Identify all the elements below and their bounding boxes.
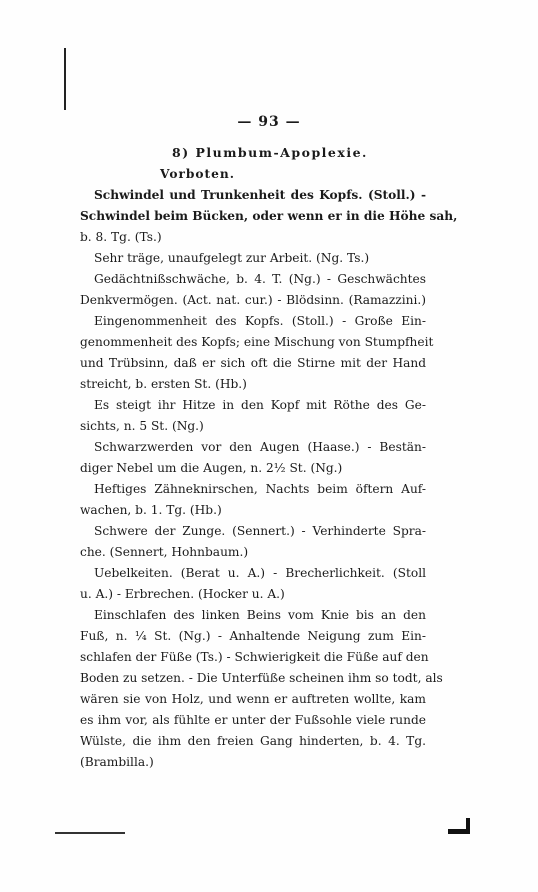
text-line: Einschlafen des linken Beins vom Knie bis an den	[94, 608, 426, 622]
text-line: Schwere der Zunge. (Sennert.) - Verhinderte Spra-	[94, 524, 426, 538]
text-line: Wülste, die ihm den freien Gang hinderten, b. 4. Tg.	[80, 734, 426, 748]
text-line: sichts, n. 5 St. (Ng.)	[80, 419, 204, 433]
section-heading: 8) Plumbum-Apoplexie.	[172, 145, 368, 160]
text-line: b. 8. Tg. (Ts.)	[80, 230, 162, 244]
text-line: Gedächtnißschwäche, b. 4. T. (Ng.) - Geschwächtes	[94, 272, 426, 286]
text-line: Eingenommenheit des Kopfs. (Stoll.) - Große Ein-	[94, 314, 426, 328]
margin-rule	[64, 48, 66, 110]
corner-mark	[448, 818, 470, 834]
text-line: Es steigt ihr Hitze in den Kopf mit Röthe des Ge-	[94, 398, 426, 412]
text-line: Schwindel beim Bücken, oder wenn er in die Höhe sah,	[80, 209, 458, 223]
text-line: Boden zu setzen. - Die Unterfüße scheinen ihm so todt, als	[80, 671, 443, 685]
subheading: Vorboten.	[160, 167, 236, 181]
text-line: Uebelkeiten. (Berat u. A.) - Brecherlichkeit. (Stoll	[94, 566, 426, 580]
text-line: schlafen der Füße (Ts.) - Schwierigkeit die Füße auf den	[80, 650, 429, 664]
page-number: — 93 —	[237, 114, 301, 130]
text-line: Sehr träge, unaufgelegt zur Arbeit. (Ng. Ts.)	[94, 251, 370, 265]
text-line: (Brambilla.)	[80, 755, 154, 769]
text-line: es ihm vor, als fühlte er unter der Fußsohle viele runde	[80, 713, 426, 727]
text-line: genommenheit des Kopfs; eine Mischung von Stumpfheit	[80, 335, 434, 349]
text-line: wären sie von Holz, und wenn er auftreten wollte, kam	[80, 692, 426, 706]
text-line: und Trübsinn, daß er sich oft die Stirne mit der Hand	[80, 356, 426, 370]
text-line: u. A.) - Erbrechen. (Hocker u. A.)	[80, 587, 285, 601]
text-line: wachen, b. 1. Tg. (Hb.)	[80, 503, 222, 517]
text-line: Denkvermögen. (Act. nat. cur.) - Blödsinn. (Ramazzini.)	[80, 293, 426, 307]
bottom-rule	[55, 832, 125, 834]
text-line: streicht, b. ersten St. (Hb.)	[80, 377, 247, 391]
text-line: Schwindel und Trunkenheit des Kopfs. (Stoll.) -	[94, 188, 426, 202]
text-line: che. (Sennert, Hohnbaum.)	[80, 545, 249, 559]
text-line: Heftiges Zähneknirschen, Nachts beim öftern Auf-	[94, 482, 426, 496]
text-line: Fuß, n. ¼ St. (Ng.) - Anhaltende Neigung zum Ein-	[80, 629, 426, 643]
text-line: diger Nebel um die Augen, n. 2½ St. (Ng.)	[80, 461, 343, 475]
text-line: Schwarzwerden vor den Augen (Haase.) - Bestän-	[94, 440, 426, 454]
